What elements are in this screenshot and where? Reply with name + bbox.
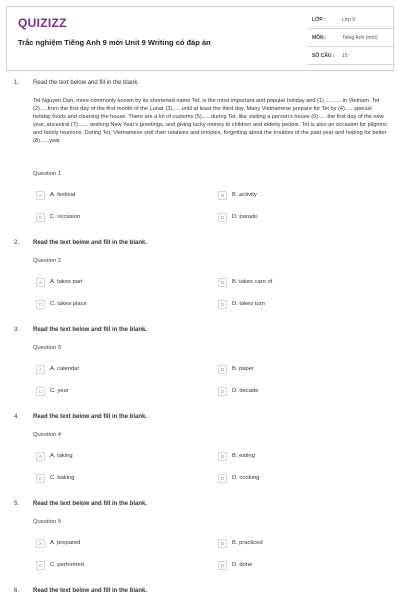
question-label: Question 1 [33, 171, 62, 177]
option-text: D. cooking [232, 475, 260, 481]
option-letter: A [36, 539, 45, 548]
option-letter: B [218, 539, 227, 548]
option-letter: C [36, 561, 45, 570]
option-text: B. activity [232, 192, 257, 198]
meta-row-subject [307, 31, 395, 47]
option-text: B. takes care of [232, 279, 273, 285]
meta-label: SỐ CÂU : [312, 53, 335, 59]
meta-value: 15 [342, 53, 348, 59]
option-text: B. eating [232, 453, 255, 459]
option-letter: A [36, 365, 45, 374]
worksheet-header [6, 6, 394, 71]
option-letter: A [36, 452, 45, 461]
option-letter: B [218, 278, 227, 287]
option-text: A. calendar [50, 366, 80, 372]
question-number: 3. [14, 327, 20, 333]
option-text: C. occasion [50, 214, 81, 220]
option-text: A. takes part [50, 279, 83, 285]
option-letter: C [36, 300, 45, 309]
option-text: D. decade [232, 388, 259, 394]
meta-box [307, 7, 395, 72]
option-text: C. performed [50, 562, 84, 568]
option-text: D. takes turn [232, 301, 265, 307]
option-letter: B [218, 191, 227, 200]
question-number: 6. [14, 588, 20, 594]
quizizz-logo: QUIZIZZ [18, 16, 67, 30]
option-letter: A [36, 278, 45, 287]
meta-label: MÔN : [312, 35, 327, 41]
meta-row-class [307, 13, 395, 29]
question-label: Question 4 [33, 432, 62, 438]
option-text: A. taking [50, 453, 73, 459]
question-number: 5. [14, 501, 20, 507]
option-text: A. prepared [50, 540, 81, 546]
option-text: B. paper [232, 366, 254, 372]
option-letter: D [218, 387, 227, 396]
option-letter: D [218, 474, 227, 483]
question-number: 2. [14, 240, 20, 246]
question-number: 4. [14, 414, 20, 420]
option-text: A. festival [50, 192, 76, 198]
option-letter: D [218, 561, 227, 570]
option-text: C. takes place [50, 301, 87, 307]
option-text: D. parade [232, 214, 258, 220]
question-prompt: Read the text below and fill in the blank. [33, 327, 148, 333]
quiz-title: Trắc nghiệm Tiếng Anh 9 mới Unit 9 Writing có đáp án [18, 38, 211, 47]
option-letter: D [218, 300, 227, 309]
question-prompt: Read the text below and fill in the blank. [33, 501, 148, 507]
question-label: Question 5 [33, 519, 62, 525]
question-label: Question 3 [33, 345, 62, 351]
option-text: C. year [50, 388, 69, 394]
question-prompt: Read the text below and fill in the blank. [33, 80, 140, 86]
meta-value: Tiếng Anh (mới) [342, 35, 378, 41]
reading-passage: Tet Nguyen Dan, more commonly known by its shortened name Tet, is the most important and popular holiday and (1)........... in Vietnam. Tet (2).....from the first day of the first month of the Lunar (3)..... until at least the third day. Many Vietnamese prepare for Tet by (4)......special holiday foods and cleaning the house. There are a lot of customs (5)......during Tet, like visiting a person's house (6)......the first day of the new year, ancestral (7)......, wishing New Year's greetings, and giving lucky money to children and elderly people. Tet is also an occasion for pilgrims and family reunions. During Tet, Vietnamese visit their relatives and temples, forgetting about the troubles of the past year and hoping for better (8)......year. [33, 98, 387, 144]
option-letter: C [36, 213, 45, 222]
meta-label: LỚP : [312, 17, 326, 23]
option-text: C. baking [50, 475, 75, 481]
question-label: Question 2 [33, 258, 62, 264]
option-letter: C [36, 474, 45, 483]
question-prompt: Read the text below and fill in the blank. [33, 588, 148, 594]
meta-value: Lớp 9 [342, 17, 356, 23]
question-prompt: Read the text below and fill in the blank. [33, 414, 148, 420]
option-letter: A [36, 191, 45, 200]
option-text: B. practiced [232, 540, 263, 546]
meta-row-count [307, 49, 395, 65]
option-letter: C [36, 387, 45, 396]
option-text: D. done [232, 562, 253, 568]
option-letter: B [218, 365, 227, 374]
question-number: 1. [14, 80, 20, 86]
option-letter: D [218, 213, 227, 222]
option-letter: B [218, 452, 227, 461]
question-prompt: Read the text below and fill in the blank. [33, 240, 148, 246]
